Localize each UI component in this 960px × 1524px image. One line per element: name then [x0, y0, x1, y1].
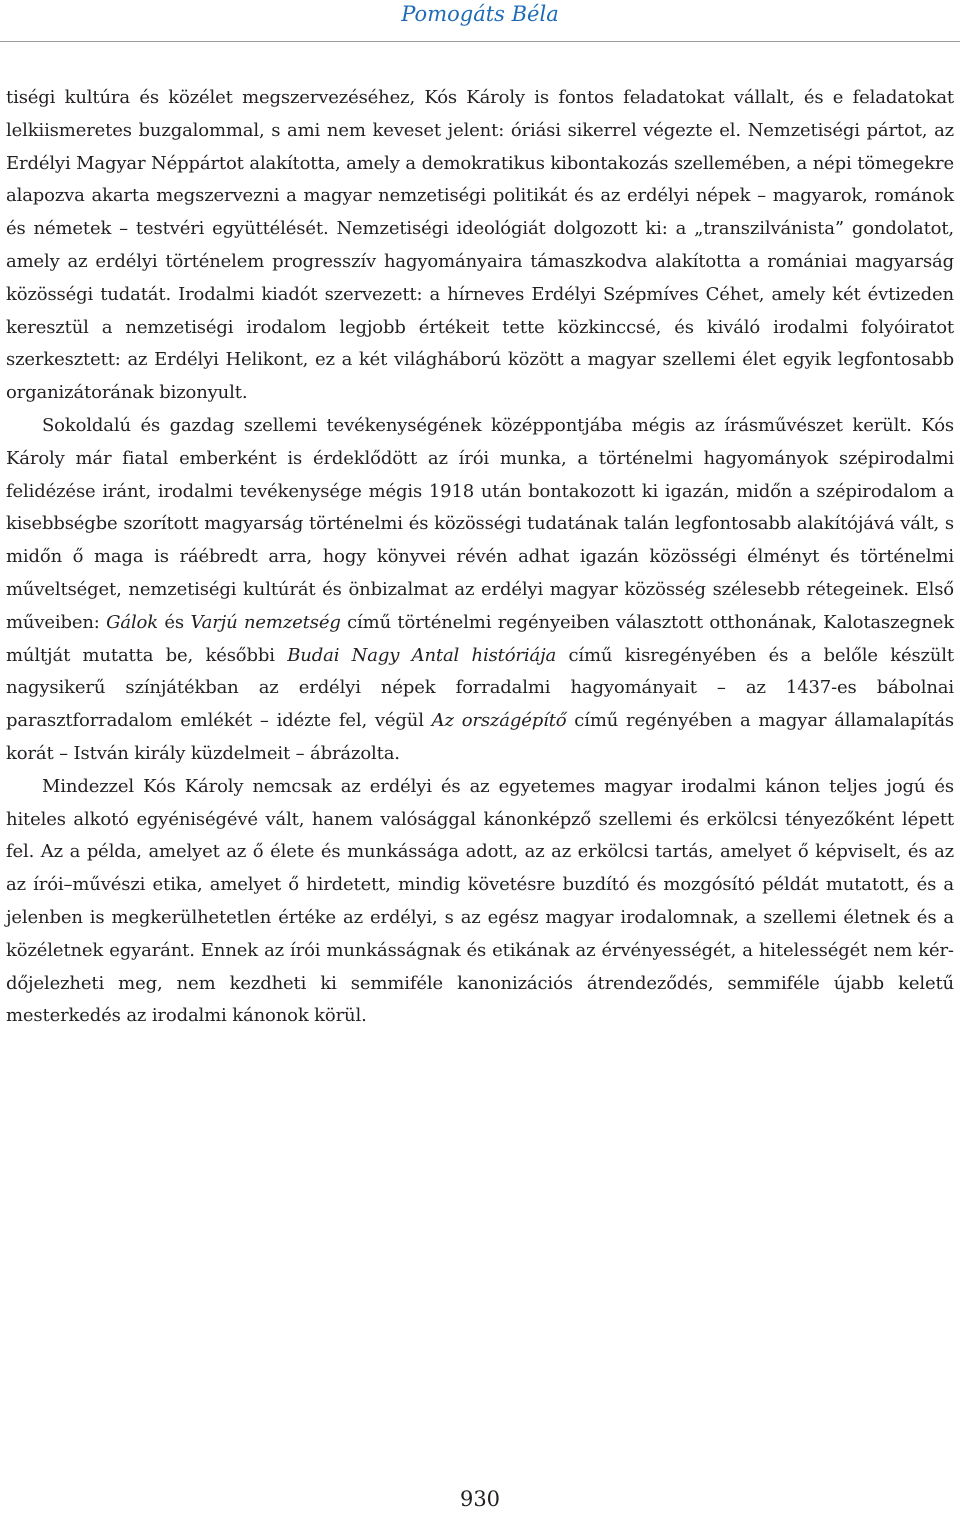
page-number: 930 [459, 1487, 501, 1511]
paragraph-1 [6, 82, 954, 410]
header-rule [0, 41, 960, 42]
text-run: című történelmi regényeiben választott otthonának, Kalotaszegnek múltját mutatta be, későbbi [6, 611, 955, 666]
running-head-author: Pomogáts Béla [401, 2, 559, 26]
text-run: tiségi kultúra és közélet megszervezéséhez, Kós Károly is fontos feladatokat vállalt, és e feladatokat lelkiismeretes buzgalommal, s ami nem keveset jelent: óriási sikerrel végezte el. Nemzetiségi pártot, az Erdélyi Magyar Néppártot alakította, amely a demokratikus kibontakozás szellemében, a népi tömegekre alapozva akarta megszervezni a magyar nemzetiségi politikát és az erdélyi népek – magyarok, románok és németek – testvéri együttélését. Nemzetiségi ideológiát dolgozott ki: a „transzilvánista” gondolatot, amely az erdélyi történelem progresszív hagyományaira támaszkodva alakította a romániai magyarság közösségi tudatát. Irodalmi kiadót szervezett: a hírneves Erdélyi Szépmíves Céhet, amely két évtizeden keresztül a nemzetiségi irodalom legjobb értékeit tette közkinccsé, és kiváló irodalmi folyóiratot szerkesztett: az Erdélyi Helikont, ez a két világháború között a magyar szellemi élet egyik legfontosabb organizátorának bizonyult. [6, 87, 954, 404]
text-run: Sokoldalú és gazdag szellemi tevékenységének középpontjába mégis az írásművészet került. Kós Károly már fiatal emberként is érdeklődött az írói munka, a történelmi hagyományok szépirodalmi felidézése iránt, irodalmi tevékenysége mégis 1918 után bontakozott ki igazán, midőn a szépirodalom a kisebbségbe szorított magyarság történelmi és közösségi tudatának talán legfontosabb alakítójává vált, s midőn ő maga is ráébredt arra, hogy könyvei révén adhat igazán közösségi élményt és történelmi műveltséget, nemzetiségi kultúrát és önbizalmat az erdélyi magyar közösség szélesebb rétegeinek. Első műveiben: [6, 414, 954, 633]
text-run: és [158, 611, 191, 633]
text-run: Mindezzel Kós Károly nemcsak az erdélyi és az egyetemes magyar irodalmi kánon teljes jogú és hiteles alkotó egyéniségévé vált, hanem valósággal kánonképző szellemi és erkölcsi tényezőként lépett fel. Az a példa, amelyet az ő élete és munkássága adott, az az erkölcsi tartás, amelyet ő képviselt, és az az írói–művészi etika, amelyet ő hirdetett, mindig követésre buzdító és mozgósító példát mutatott, és a jelenben is megkerülhetetlen értéke az erdélyi, s az egész magyar irodalomnak, a szellemi életnek és a közéletnek egyaránt. Ennek az írói munkásságnak és etikának az érvényességét, a hitelességét nem kérdőjelezheti meg, nem kezdheti ki semmiféle kanonizációs átrendeződés, semmiféle újabb keletű mesterkedés az irodalmi kánonok körül. [6, 775, 954, 1027]
text-run: című regényében a magyar államalapítás korát – István király küzdelmeit – ábrázolta. [6, 710, 954, 764]
work-title-budai-nagy-antal: Budai Nagy Antal históriája [287, 644, 557, 666]
text-run: című kisregényében és a belőle készült nagysikerű színjátékban az erdélyi népek forradalmi hagyományait – az 1437-es bábolnai parasztforradalom emlékét – idézte fel, végül [6, 644, 955, 732]
paragraph-3 [6, 771, 954, 1033]
work-title-galok: Gálok [106, 611, 159, 633]
work-title-varju-nemzetseg: Varjú nemzetség [190, 611, 341, 633]
body-text [6, 82, 954, 1033]
work-title-az-orszagepito: Az országépítő [431, 710, 567, 732]
paragraph-2 [6, 410, 954, 771]
